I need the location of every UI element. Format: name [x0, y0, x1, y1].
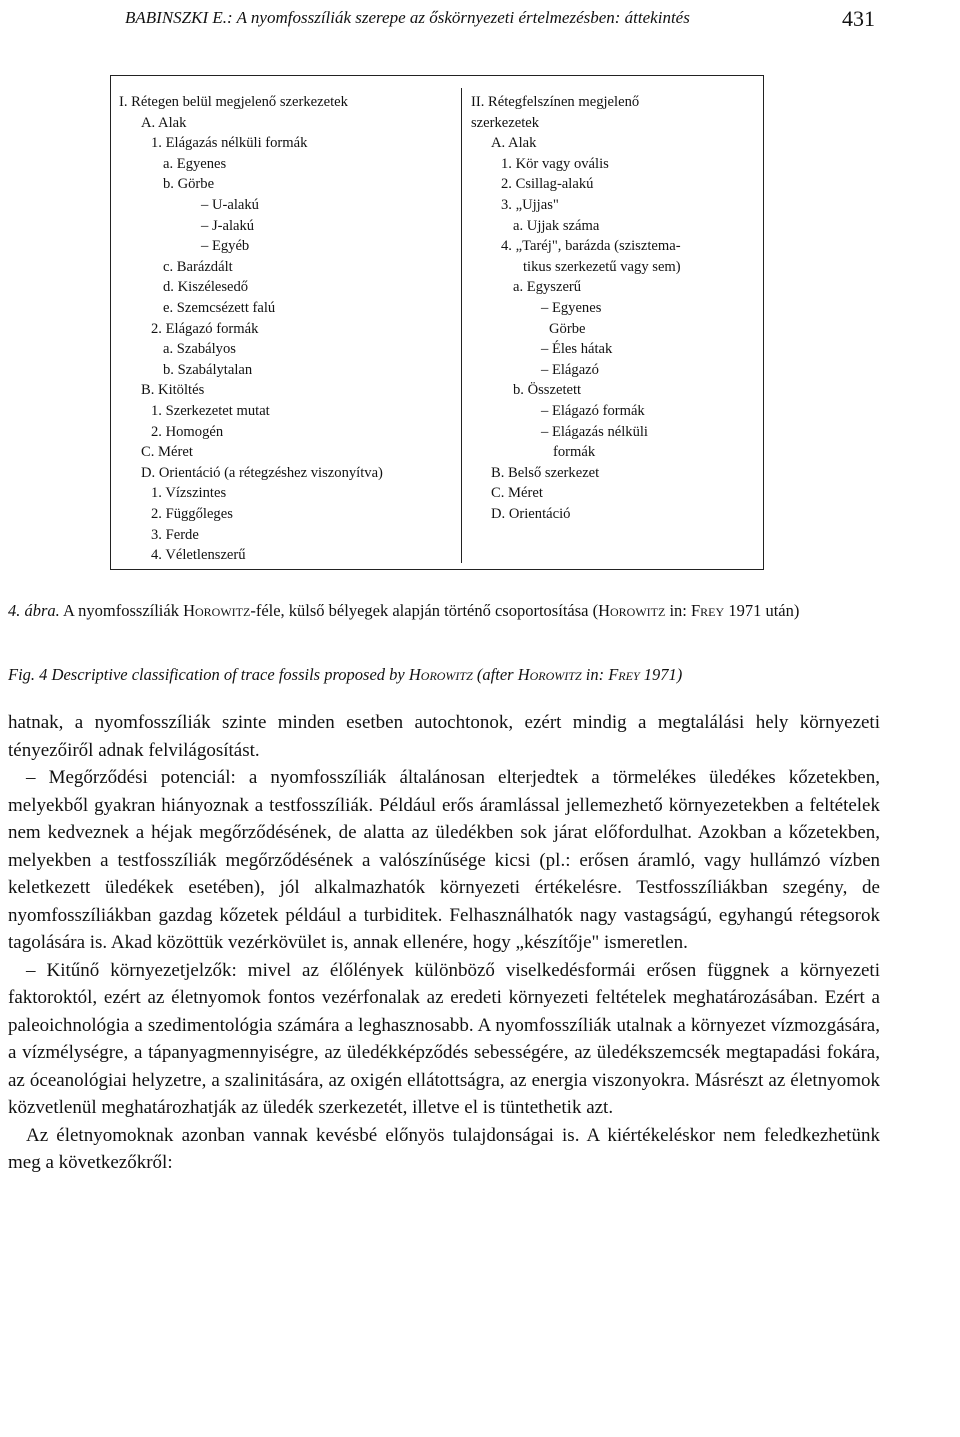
caption-hu-text: in: — [665, 601, 687, 620]
figure-left-line: 2. Homogén — [151, 423, 224, 440]
figure-left-line: B. Kitöltés — [141, 382, 205, 399]
figure-right-line: – Elágazás nélküli — [541, 423, 648, 440]
figure-right-line: – Elágazó formák — [541, 403, 645, 419]
figure-left-line: I. Rétegen belül megjelenő szerkezetek — [119, 94, 348, 110]
figure-left-line: – J-alakú — [201, 217, 255, 234]
figure-left-line: a. Szabályos — [163, 341, 236, 358]
caption-hu-author: Frey — [691, 601, 725, 620]
figure-4-box — [110, 75, 764, 570]
body-paragraph: hatnak, a nyomfosszíliák szinte minden esetben autochtonok, ezért mindig a megtalálási hely környezeti tényezőiről adnak felvilágosítást. — [8, 712, 880, 761]
caption-hu-text: A nyomfosszíliák — [63, 601, 179, 620]
figure-right-line: – Elágazó — [541, 361, 599, 378]
figure-left-line: b. Görbe — [163, 176, 215, 193]
figure-caption-english — [8, 662, 948, 688]
figure-left-line: C. Méret — [141, 444, 193, 461]
figure-left-line: e. Szemcsézett falú — [163, 300, 276, 316]
caption-en-author: Horowitz — [517, 665, 582, 684]
caption-en-text: (after — [472, 665, 518, 684]
figure-right-line: Görbe — [549, 320, 586, 337]
figure-caption-hungarian — [8, 598, 948, 624]
figure-right-line: b. Összetett — [513, 382, 582, 399]
caption-hu-author: Horowitz — [598, 601, 666, 620]
figure-right-line: 3. „Ujjas" — [501, 197, 559, 213]
figure-left-line: 3. Ferde — [151, 526, 199, 543]
figure-right-line: B. Belső szerkezet — [491, 464, 600, 481]
body-text — [8, 709, 880, 1177]
figure-left-line: d. Kiszélesedő — [163, 279, 249, 296]
caption-hu-label: 4. ábra. — [8, 601, 60, 620]
figure-left-line: A. Alak — [141, 114, 187, 131]
body-paragraph: Az életnyomoknak azonban vannak kevésbé előnyös tulajdonságai is. A kiértékeléskor nem feledkezhetünk meg a következőkről: — [8, 1124, 880, 1173]
figure-right-line: a. Ujjak száma — [513, 217, 600, 234]
figure-left-line: 2. Elágazó formák — [151, 320, 259, 337]
caption-en-text: in: — [581, 665, 609, 684]
figure-right-line: II. Rétegfelszínen megjelenő — [471, 94, 640, 110]
figure-right-line: – Éles hátak — [541, 341, 613, 358]
figure-left-line: 2. Függőleges — [151, 506, 233, 522]
figure-left-line: b. Szabálytalan — [163, 361, 253, 378]
figure-left-line: 1. Elágazás nélküli formák — [151, 135, 308, 152]
figure-right-line: C. Méret — [491, 485, 543, 502]
caption-hu-text: -féle, külső bélyegek alapján történő csoportosítása ( — [250, 601, 599, 620]
caption-en-text: Descriptive classification of trace fossils proposed by — [51, 665, 405, 684]
figure-right-line: – Egyenes — [541, 300, 602, 316]
figure-right-line: a. Egyszerű — [513, 279, 582, 296]
figure-right-line: tikus szerkezetű vagy sem) — [523, 258, 681, 275]
figure-right-line: D. Orientáció — [491, 506, 571, 522]
figure-right-line: A. Alak — [491, 135, 537, 152]
caption-en-author: Horowitz — [408, 665, 473, 684]
figure-left-line: c. Barázdált — [163, 258, 233, 275]
caption-hu-text: 1971 után) — [724, 601, 800, 620]
figure-left-line: – U-alakú — [201, 197, 259, 213]
figure-left-line: 1. Vízszintes — [151, 485, 227, 502]
figure-column-divider — [461, 88, 462, 563]
running-head-title: BABINSZKI E.: A nyomfosszíliák szerepe az őskörnyezeti értelmezésben: áttekintés — [125, 8, 690, 27]
figure-left-line: a. Egyenes — [163, 155, 227, 172]
caption-en-author: Frey — [608, 665, 640, 684]
figure-left-line: D. Orientáció (a rétegzéshez viszonyítva) — [141, 464, 383, 481]
figure-right-line: 1. Kör vagy ovális — [501, 155, 609, 172]
figure-right-line: formák — [553, 444, 596, 461]
caption-hu-author: Horowitz — [183, 601, 251, 620]
page-number: 431 — [842, 6, 875, 31]
caption-en-label: Fig. 4 — [8, 665, 48, 684]
caption-en-text: 1971) — [639, 665, 683, 684]
figure-right-line: szerkezetek — [471, 114, 540, 131]
body-paragraph: – Megőrződési potenciál: a nyomfosszíliák általánosan elterjedtek a törmelékes üledékes kőzetekben, melyekből gyakran hiányoznak a testfosszíliák. Például erős áramlással jellemezhető környezetekben a feltételek nem kedveznek a héjak megőrződésének, de alatta az üledékben sok járat előfordulhat. Azokban a kőzetekben, melyekben a testfosszíliák megőrződésének a valószínűsége kicsi (pl.: erősen áramló, vagy hullámzó vízben keletkezett üledékek esetében), jól alkalmazhatók környezeti értékelésre. Testfosszíliákban szegény, de nyomfosszíliákban gazdag kőzetek például a turbiditek. Felhasználhatók nagy vastagságú, egyhangú rétegsorok tagolására is. Akad közöttük vezérkövület is, annak ellenére, hogy „készítője" ismeretlen. — [8, 767, 880, 953]
running-head — [125, 6, 875, 32]
figure-right-line: 2. Csillag-alakú — [501, 176, 594, 193]
body-paragraph: – Kitűnő környezetjelzők: mivel az élőlények különböző viselkedésformái erősen függnek a környezeti faktoroktól, ezért az életnyomok fontos vezérfonalak az eredeti környezeti feltételek meghatározásában. Ezért a paleoichnológia a szedimentológia számára a leghasznosabb. A nyomfosszíliák utalnak a környezet vízmozgására, a vízmélységre, a tápanyagmennyiségre, az üledékképződés sebességére, az üledékszemcsék megtapadási fokára, az óceanológiai helyzetre, a szalinitására, az oxigén ellátottságra, az energia viszonyokra. Másrészt az életnyomok közvetlenül meghatározhatják az üledék szerkezetét, illetve el is tüntethetik azt. — [8, 959, 880, 1118]
figure-left-line: 4. Véletlenszerű — [151, 547, 246, 564]
figure-right-line: 4. „Taréj", barázda (szisztema- — [501, 238, 681, 255]
figure-left-line: – Egyéb — [201, 238, 250, 255]
figure-left-line: 1. Szerkezetet mutat — [151, 403, 270, 419]
